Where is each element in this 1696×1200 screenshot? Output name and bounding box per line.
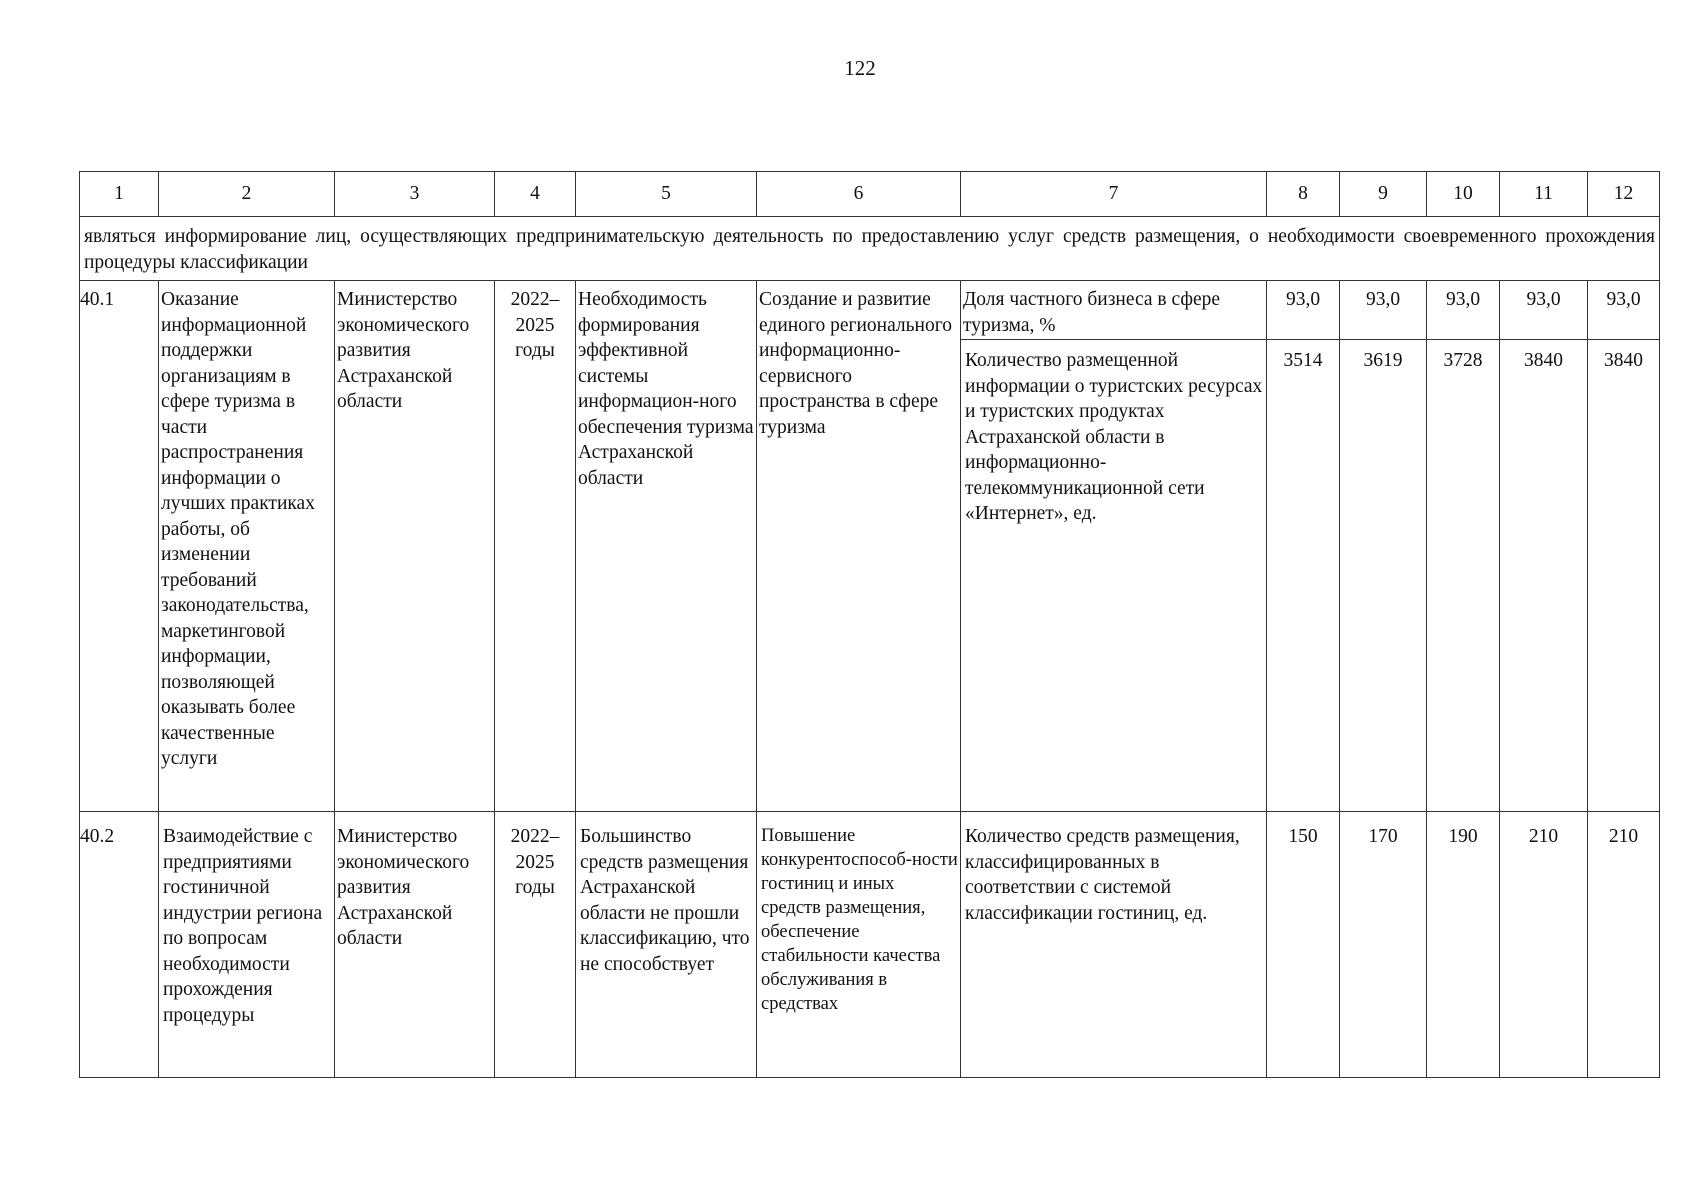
column-number: 1	[80, 172, 159, 217]
goal-cell: Повышение конкурентоспособ-ности гостиниц и иных средств размещения, обеспечение стабильности качества обслуживания в средствах	[757, 812, 961, 1078]
page-number: 122	[844, 56, 876, 80]
indicator-name: Количество размещенной информации о туристских ресурсах и туристских продуктах Астраханской области в информационно-телекоммуникационной сети «Интернет», ед.	[961, 340, 1267, 812]
continuation-row	[80, 217, 1660, 281]
indicator-value: 210	[1588, 812, 1660, 1078]
indicator-name: Количество средств размещения, классифицированных в соответствии с системой классификации гостиниц, ед.	[961, 812, 1267, 1078]
indicator-value: 93,0	[1500, 281, 1588, 340]
column-number: 7	[961, 172, 1267, 217]
table-row	[80, 281, 1660, 340]
column-number: 11	[1500, 172, 1588, 217]
indicator-value: 3840	[1588, 340, 1660, 812]
indicator-value: 3728	[1427, 340, 1500, 812]
indicator-value: 190	[1427, 812, 1500, 1078]
period-cell	[495, 812, 576, 1078]
period-text: 2022–2025 годы	[510, 289, 560, 361]
goal-cell: Создание и развитие единого регионального информационно-сервисного пространства в сфере туризма	[757, 281, 961, 812]
column-number: 8	[1267, 172, 1340, 217]
program-table	[79, 171, 1660, 1078]
row-code: 40.2	[80, 812, 159, 1078]
column-number: 6	[757, 172, 961, 217]
indicator-value: 3514	[1267, 340, 1340, 812]
period-cell	[495, 281, 576, 812]
indicator-value: 93,0	[1267, 281, 1340, 340]
indicator-value: 93,0	[1588, 281, 1660, 340]
column-number: 10	[1427, 172, 1500, 217]
column-number: 4	[495, 172, 576, 217]
indicator-value: 93,0	[1340, 281, 1427, 340]
indicator-value: 210	[1500, 812, 1588, 1078]
continuation-text: являться информирование лиц, осуществляющих предпринимательскую деятельность по предоставлению услуг средств размещения, о необходимости своевременного прохождения процедуры классификации	[80, 217, 1660, 281]
indicator-value: 3840	[1500, 340, 1588, 812]
indicator-value: 170	[1340, 812, 1427, 1078]
indicator-name: Доля частного бизнеса в сфере туризма, %	[961, 281, 1267, 340]
column-number: 12	[1588, 172, 1660, 217]
indicator-value: 150	[1267, 812, 1340, 1078]
column-number: 5	[576, 172, 757, 217]
row-code: 40.1	[80, 281, 159, 812]
measure-cell: Оказание информационной поддержки организациям в сфере туризма в части распространения информации о лучших практиках работы, об изменении требований законодательства, маркетинговой информации, позволяющей оказывать более качественные услуги	[159, 281, 335, 812]
executor-cell: Министерство экономического развития Астраханской области	[335, 812, 495, 1078]
table-row	[80, 812, 1660, 1078]
executor-cell: Министерство экономического развития Астраханской области	[335, 281, 495, 812]
measure-cell: Взаимодействие с предприятиями гостиничной индустрии региона по вопросам необходимости прохождения процедуры	[159, 812, 335, 1078]
column-number: 3	[335, 172, 495, 217]
column-number-row	[80, 172, 1660, 217]
column-number: 9	[1340, 172, 1427, 217]
indicator-value: 3619	[1340, 340, 1427, 812]
problem-cell: Большинство средств размещения Астраханской области не прошли классификацию, что не способствует	[576, 812, 757, 1078]
problem-cell: Необходимость формирования эффективной системы информацион-ного обеспечения туризма Астраханской области	[576, 281, 757, 812]
column-number: 2	[159, 172, 335, 217]
period-text: 2022–2025 годы	[510, 826, 560, 898]
indicator-value: 93,0	[1427, 281, 1500, 340]
